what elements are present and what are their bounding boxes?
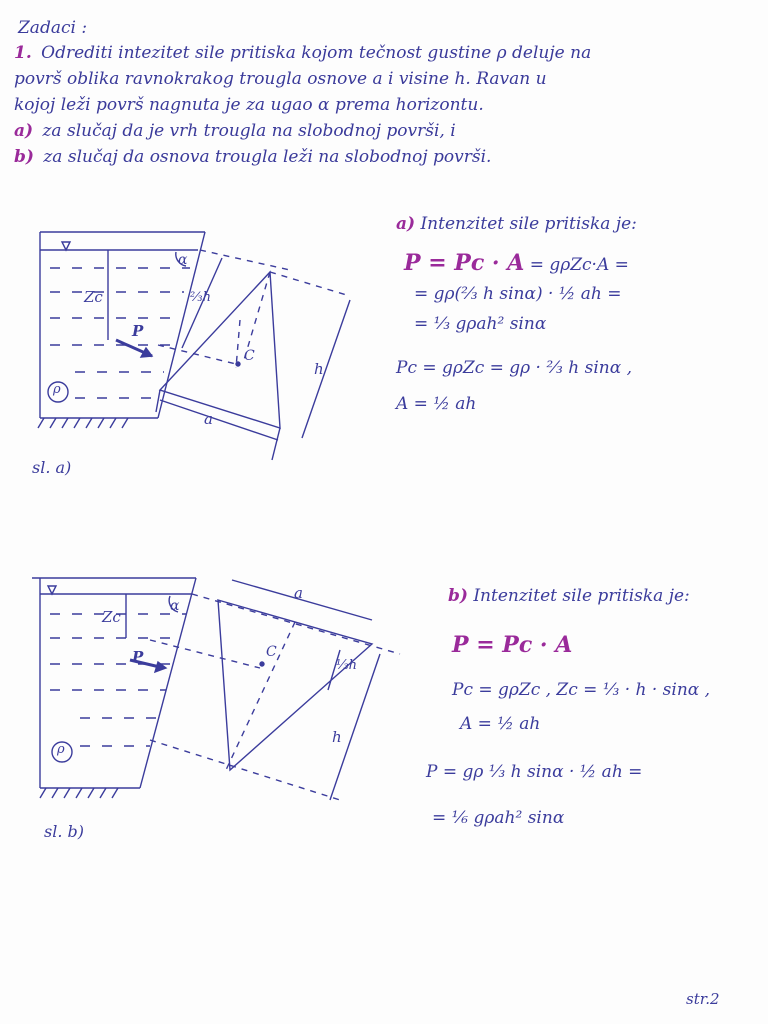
problem-text-2: površ oblika ravnokrakog trougla osnove a i visine h. Ravan u [14, 69, 547, 89]
fig-b-h-dim [330, 654, 380, 800]
fig-b-c-label: C [266, 644, 277, 660]
problem-text-1: Odrediti intezitet sile pritiska kojom tečnost gustine ρ deluje na [41, 43, 592, 63]
solution-b-eq5: = ⅙ gρah² sinα [432, 808, 565, 828]
fig-a-zc-label: Zc [84, 288, 103, 306]
solution-b-eq2: Pc = gρZc , Zc = ⅓ · h · sinα , [452, 680, 711, 700]
fig-a-h-dim [302, 300, 350, 438]
fig-b-surface-marker [48, 586, 56, 594]
fig-a-triangle [160, 272, 280, 428]
solution-b-eq3: A = ½ ah [460, 714, 541, 734]
fig-b-caption: sl. b) [44, 822, 84, 841]
solution-b-eq4: P = gρ ⅓ h sinα · ½ ah = [426, 762, 643, 782]
fig-a-base-ext-1 [156, 390, 160, 412]
fig-b-force-arrowhead [155, 662, 166, 672]
fig-a-ground-hatch [38, 418, 128, 428]
fig-b-projection-lines [150, 594, 400, 800]
solution-b-eq1 [452, 632, 572, 658]
fig-b-inclined-wall [140, 578, 196, 788]
solution-a-eq1-bold: P = Pc · A [404, 250, 525, 276]
solution-b-intro: Intenzitet sile pritiska je: [473, 586, 690, 606]
solution-a-eq1-rest: = gρZc·A = [529, 255, 629, 275]
fig-a-force-arrow [116, 340, 152, 356]
page-heading: Zadaci : [18, 18, 88, 38]
problem-text-3: kojoj leži površ nagnuta je za ugao α prema horizontu. [14, 95, 484, 115]
solution-a-eq3: = ⅓ gρah² sinα [414, 314, 547, 334]
fig-b-water-dashes [50, 614, 186, 746]
fig-b-ground-hatch [40, 788, 118, 798]
fig-a-h-label: h [314, 360, 324, 378]
fig-a-two-thirds-label: ⅔h [190, 290, 211, 305]
fig-a-water-dashes [50, 268, 190, 398]
problem-line-2 [14, 66, 754, 92]
solution-a-eq4: Pc = gρZc = gρ · ⅔ h sinα , [396, 358, 632, 378]
solution-a-eq5: A = ½ ah [396, 394, 477, 414]
solution-b-label: b) [448, 586, 468, 606]
fig-a-caption: sl. a) [32, 458, 72, 477]
fig-a-surface-marker [62, 242, 70, 250]
fig-b-h-label: h [332, 728, 342, 746]
fig-a-rho-label: ρ [53, 382, 61, 397]
solution-a-intro: Intenzitet sile pritiska je: [420, 214, 637, 234]
problem-statement [14, 40, 754, 170]
fig-b-a-label: a [294, 584, 303, 602]
fig-b-one-third-label: ⅓h [336, 658, 357, 673]
case-a-line [14, 118, 754, 144]
fig-b-zc-label: Zc [102, 608, 121, 626]
fig-a-force-arrowhead [141, 348, 152, 357]
solution-a-eq2: = gρ(⅔ h sinα) · ½ ah = [414, 284, 622, 304]
problem-line-3 [14, 92, 754, 118]
fig-a-base-ext-2 [272, 428, 280, 460]
solution-a-label: a) [396, 214, 416, 234]
solution-a-intro-row [396, 214, 637, 234]
case-a-text: za slučaj da je vrh trougla na slobodnoj površi, i [42, 121, 456, 141]
case-b-text: za slučaj da osnova trougla leži na slobodnoj površi. [43, 147, 492, 167]
fig-a-alpha-label: α [178, 252, 188, 268]
fig-b-p-label: P [132, 648, 144, 666]
fig-a-a-label: a [204, 410, 213, 428]
case-b-line [14, 144, 754, 170]
problem-number: 1. [14, 43, 32, 63]
case-a-label: a) [14, 121, 34, 141]
fig-b-center-point [260, 662, 264, 666]
problem-line-1 [14, 40, 754, 66]
case-b-label: b) [14, 147, 34, 167]
fig-a-p-label: P [132, 322, 144, 340]
fig-b-triangle [218, 600, 372, 770]
solution-a-eq1 [404, 250, 629, 276]
fig-a-c-label: C [244, 348, 255, 364]
fig-b-rho-label: ρ [57, 742, 65, 757]
fig-b-alpha-label: α [170, 598, 180, 614]
solution-b-intro-row [448, 586, 690, 606]
solution-b-eq1-bold: P = Pc · A [452, 632, 573, 658]
fig-a-center-point [236, 362, 240, 366]
fig-a-base-dim [160, 400, 278, 440]
page-number: str.2 [686, 990, 720, 1008]
